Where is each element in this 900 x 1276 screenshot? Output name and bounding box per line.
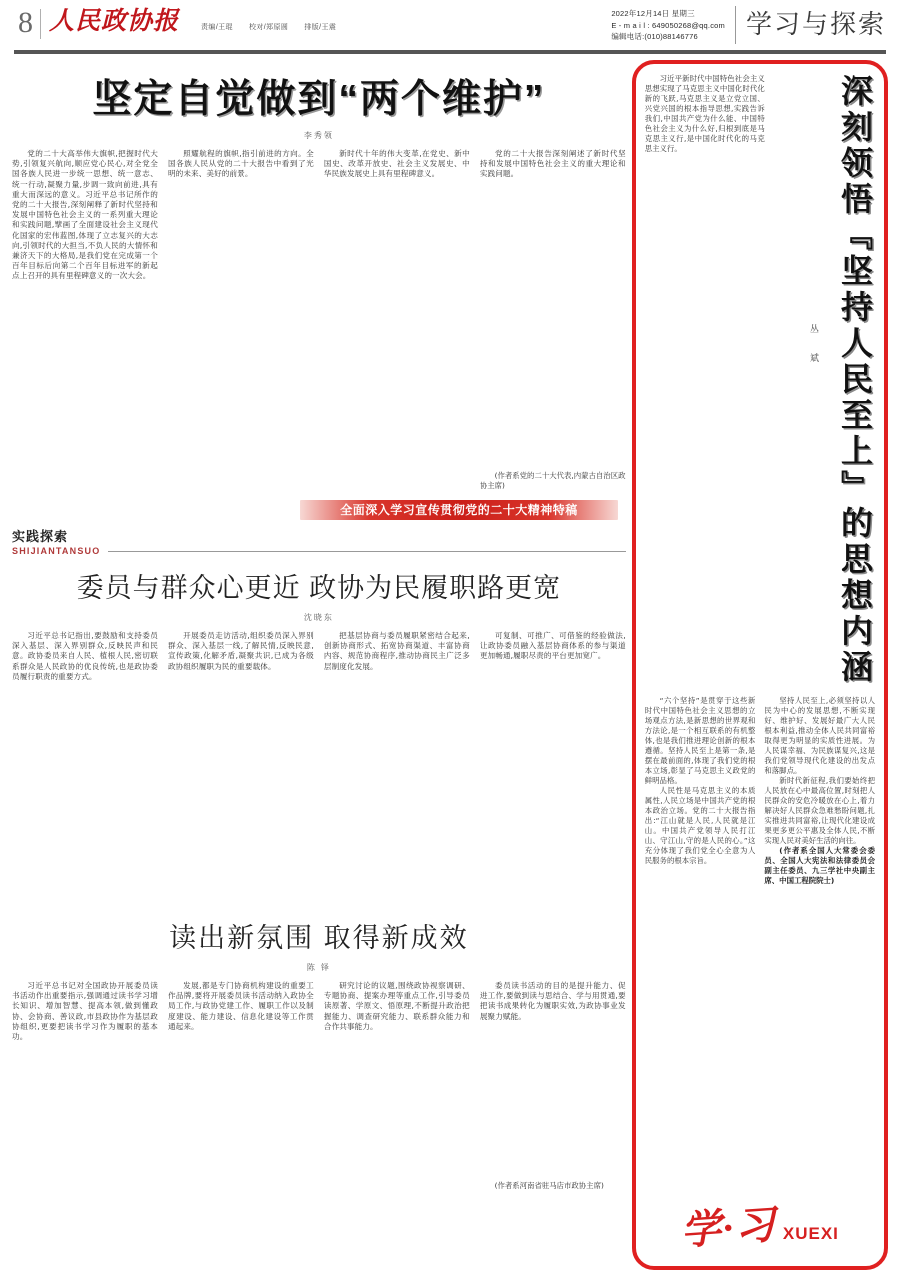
article-1-attribution: (作者系党的二十大代表,内蒙古自治区政协主席) [479, 471, 626, 491]
masthead-divider [40, 9, 41, 39]
article-2-columns [12, 631, 626, 906]
article-2-column [324, 631, 470, 906]
article-3-attribution: (作者系河南省驻马店市政协主席) [494, 1181, 604, 1190]
featured-article-box [632, 60, 888, 1270]
article-1-col3-text: 新时代十年的伟大变革,在党史、新中国史、改革开放史、社会主义发展史、中华民族发展史上具有里程碑意义。 [323, 149, 470, 179]
article-1-column [324, 149, 470, 494]
email-address: E - m a i l : 649050268@qq.com [611, 20, 725, 30]
article-3-col2-text: 发展,都是专门协商机构建设的重要工作品牌,要将开展委员读书活动纳入政协全局工作,与政协党建工作、履职工作以及制度建设、能力建设、信息化建设等工作贯通起来。 [167, 981, 314, 1031]
article-2-column [480, 631, 626, 906]
article-3-byline: 陈 铎 [306, 963, 331, 972]
article-1-column [168, 149, 314, 494]
red-article-column: 坚持人民至上,必须坚持以人民为中心的发展思想,不断实现好、维护好、发展好最广大人民根本利益,推动全体人民共同富裕取得更为明显的实质性进展。为人民谋幸福、为民族谋复兴,这是我们党领导现代化建设的出发点和落脚点。 新时代新征程,我们要始终把人民放在心中最高位置,时刻把人民群众的安危冷暖放在心上,着力解决好人民群众急难愁盼问题,扎实推进共同富裕,让现代化建设成果更多更公平惠及全体人民,不断实现人民对美好生活的向往。 (作者系全国人大常委会委员、全国人大宪法和法律委员会副主任委员、九三学社中央副主席、中国工程院院士) [764, 696, 876, 885]
article-2-headline: 委员与群众心更近 政协为民履职路更宽 [76, 573, 562, 603]
article-3-col4-text: 委员读书活动的目的是提升能力、促进工作,要做到读与思结合、学与用贯通,要把读书成果转化为履职实效,为政协事业发展聚力赋能。 [479, 981, 626, 1021]
article-1-headline: 坚定自觉做到“两个维护” [92, 78, 546, 121]
editor-phone: 编辑电话:(010)88146776 [611, 32, 698, 41]
article-1-col2-text: 照耀航程的旗帜,指引前进的方向。全国各族人民从党的二十大报告中看到了光明的未来、美好的前景。 [167, 149, 314, 179]
page-body [0, 54, 900, 1276]
article-2-col1-text: 习近平总书记指出,要鼓励和支持委员深入基层、深入界别群众,反映民声和民意。政协委员来自人民、植根人民,密切联系群众是人民政协的优良传统,也是政协委员履行职责的重要方式。 [12, 631, 158, 681]
section-label [12, 526, 626, 556]
editor-credits [201, 22, 336, 32]
article-1-byline: 李秀领 [303, 131, 334, 140]
article-3-col3-text: 研究讨论的议题,围绕政协视察调研、专题协商、提案办理等重点工作,引导委员读原著、学原文、悟原理,不断提升政治把握能力、调查研究能力、联系群众能力和合作共事能力。 [323, 981, 470, 1031]
article-3-headline: 读出新氛围 取得新成效 [169, 923, 469, 953]
section-title: 学习与探索 [745, 9, 886, 39]
xuexi-logo-cn: 学·习 [679, 1201, 779, 1254]
article-3-column [324, 981, 470, 1203]
section-label-pinyin: SHIJIANTANSUO [12, 546, 101, 556]
article-2-col2-text: 开展委员走访活动,组织委员深入界别群众、深入基层一线,了解民情,反映民意,宣传政策,化解矛盾,凝聚共识,已成为各级政协组织履职为民的重要载体。 [167, 631, 314, 671]
section-label-cn: 实践探索 [12, 529, 69, 544]
section-label-pinyin-row [12, 546, 626, 556]
right-pane [632, 54, 888, 1276]
article-3-column [480, 981, 626, 1203]
article-3 [12, 920, 626, 1203]
special-feature-banner: 全面深入学习宣传贯彻党的二十大精神特稿 [300, 500, 618, 520]
red-article-byline: 丛 斌 [809, 324, 819, 367]
credit-layout: 排版/王震 [304, 24, 337, 31]
article-1-col1-text: 党的二十大高举伟大旗帜,把握时代大势,引领复兴航向,顺应党心民心,对全党全国各族人民进一步统一思想、统一意志、统一行动,凝聚力量,步调一致向前进,具有重大而深远的意义。习近平总书记所作的党的二十大报告,深刻阐释了新时代坚持和发展中国特色社会主义的一系列重大理论和实践问题,擘画了全面建设社会主义现代化国家的宏伟蓝图,体现了立志复兴的大志向,引领时代的大担当,不负人民的大情怀和兼济天下的大格局,是我们党在完成第一个百年目标后向第二个百年目标进军的新起点上召开的具有里程碑意义的一次大会。 [12, 149, 158, 281]
article-1-column [480, 149, 626, 494]
publication-date: 2022年12月14日 星期三 [611, 9, 695, 18]
publication-info [611, 8, 725, 43]
article-2-column [12, 631, 158, 906]
article-1-columns [12, 149, 626, 494]
article-2-byline: 沈晓东 [303, 613, 334, 622]
vertical-headline-area [645, 74, 875, 694]
credit-editor: 责编/王琨 [201, 24, 233, 31]
article-1-column [12, 149, 158, 494]
section-label-rule [108, 551, 625, 552]
article-1 [12, 76, 626, 494]
xuexi-logo [645, 1160, 875, 1260]
xuexi-logo-en: XUEXI [782, 1224, 839, 1243]
section-divider [735, 6, 736, 44]
article-2-column [168, 631, 314, 906]
article-3-columns [12, 981, 626, 1203]
article-2-col4-text: 可复制、可推广、可借鉴的经验做法,让政协委员融入基层协商体系的参与渠道更加畅通,履职尽责的平台更加宽广。 [479, 631, 626, 661]
article-2-col3-text: 把基层协商与委员履职紧密结合起来,创新协商形式、拓宽协商渠道、丰富协商内容、规范协商程序,推动协商民主广泛多层制度化发展。 [323, 631, 470, 671]
paper-name: 人民政协报 [49, 8, 180, 35]
masthead [0, 0, 900, 48]
red-article-attribution: (作者系全国人大常委会委员、全国人大宪法和法律委员会副主任委员、九三学社中央副主席、中国工程院院士) [764, 846, 876, 885]
article-3-column [168, 981, 314, 1203]
left-pane [12, 54, 626, 1276]
page-number: 8 [18, 6, 33, 39]
masthead-right [611, 6, 886, 44]
credit-proofreader: 校对/郑原圆 [248, 24, 289, 31]
article-3-column [12, 981, 158, 1203]
red-article-columns [645, 696, 875, 1160]
article-3-col1-text: 习近平总书记对全国政协开展委员读书活动作出重要指示,强调通过读书学习增长知识、增加智慧、提高本领,做到懂政协、会协商、善议政,市县政协作为基层政协组织,更要把读书学习作为履职的基本功。 [12, 981, 158, 1042]
red-article-headline: 深刻领悟『坚持人民至上』的思想内涵 [837, 74, 873, 686]
red-article-lead: 习近平新时代中国特色社会主义思想实现了马克思主义中国化时代化新的飞跃,马克思主义是立党立国、兴党兴国的根本指导思想,实践告诉我们,中国共产党为什么能、中国特色社会主义为什么好,归根到底是马克思主义行,是中国化时代化的马克思主义行。 [644, 74, 765, 153]
article-2 [12, 570, 626, 906]
article-1-col4-text: 党的二十大报告深刻阐述了新时代坚持和发展中国特色社会主义的重大理论和实践问题。 [479, 149, 626, 179]
red-article-column: “六个坚持”是贯穿于这些新时代中国特色社会主义思想的立场观点方法,是新思想的世界观和方法论,是一个相互联系的有机整体,也是我们推进理论创新的根本遵循。坚持人民至上是第一条,是摆在最前面的,体现了我们党的根本立场,彰显了马克思主义政党的鲜明品格。 人民性是马克思主义的本质属性,人民立场是中国共产党的根本政治立场。党的二十大报告指出:“江山就是人民,人民就是江山。中国共产党领导人民打江山、守江山,守的是人民的心。”这充分体现了我们党全心全意为人民服务的根本宗旨。 [644, 696, 756, 865]
